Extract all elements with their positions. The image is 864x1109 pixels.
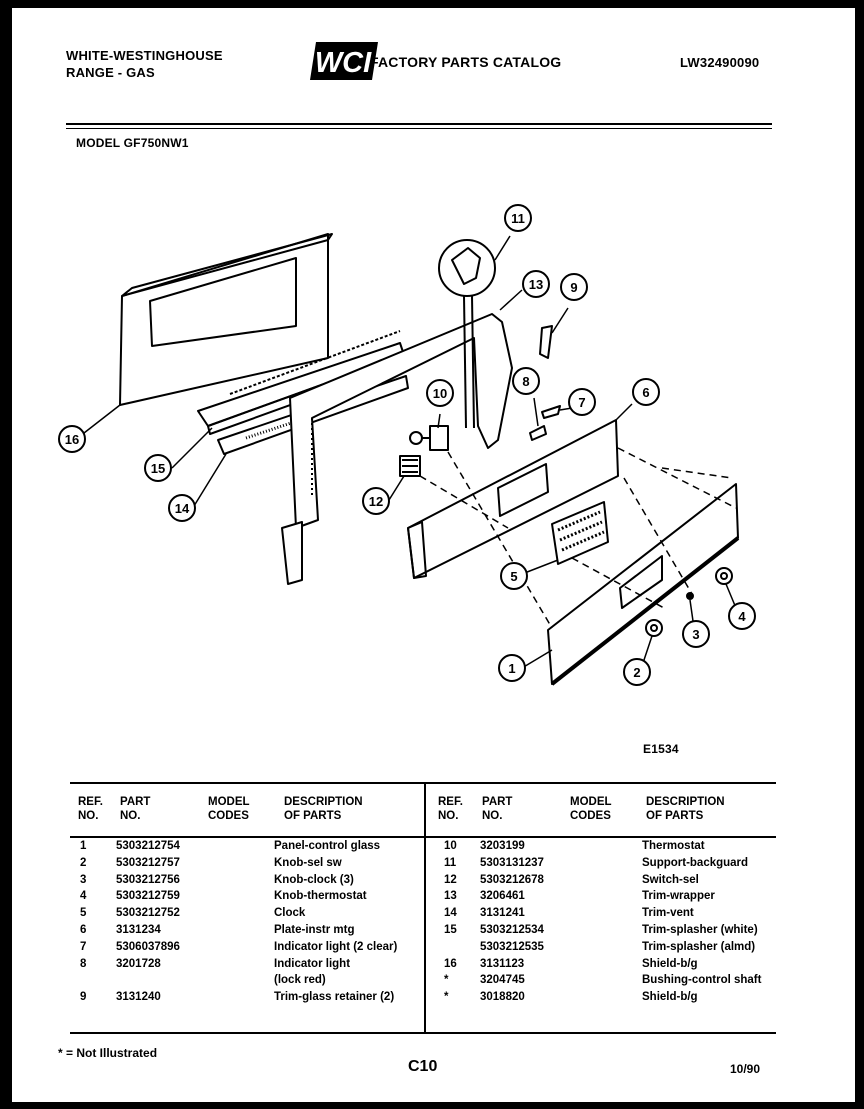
row-desc: Shield-b/g [642,991,698,1004]
row-part: 3203199 [480,840,525,852]
row-desc: Plate-instr mtg [274,924,355,936]
row-part: 3131241 [480,907,525,920]
catalog-page: WHITE-WESTINGHOUSE RANGE - GAS WCI FACTORY PARTS CATALOG LW32490090 MODEL GF750NW1 1 2 3 4 5 6 7 8 9 10 11 12 13 14 15 16 E1534 REF. NO. PART NO. MODEL CODES DESCRIPTION OF PARTS REF. NO. PART NO. MODEL CODES DESCRIPTION OF PARTS 1 5303212754 Panel-control glass 2 5303212757 Knob-sel sw 3 5303212756 Knob-clock (3) 4 5303212759 Knob-thermostat 5 5303212752 Clock 6 3131234 Plate-instr mtg 7 5306037896 Indicator light (2 clear) 8 3201728 Indicator light (lock red) 9 3131240 Trim-glass retainer (2) 10 3203199 Thermostat 11 5303131237 Support-backguard 12 5303212678 Switch-sel 13 3206461 Trim-wrapper 14 3131241 Trim-vent 15 5303212534 Trim-splasher (white) 5303212535 Trim-splasher (almd) 16 3131123 Shield-b/g * 3204745 Bushing-control shaft * 3018820 Shield-b/g * = Not Illustrated C10 10/90 [12,8,855,1102]
brand-name: WHITE-WESTINGHOUSE [66,48,223,63]
row-part: 5303212756 [116,873,180,886]
not-illustrated-note: * = Not Illustrated [58,1046,158,1060]
row-ref: 6 [80,924,87,936]
row-ref: 12 [444,873,457,886]
clock-part [552,502,608,564]
row-desc: Bushing-control shaft [642,974,762,987]
row-ref: 5 [80,907,87,920]
page-number: C10 [408,1058,438,1075]
row-desc: Thermostat [642,840,705,852]
row-desc: Switch-sel [642,873,699,886]
row-part: 5303131237 [480,856,544,869]
thermostat-part [410,426,448,450]
row-part: 5303212757 [116,856,180,869]
table-header-rule [70,836,776,838]
table-bottom-rule [70,1032,776,1034]
callout-4: 4 [738,609,746,624]
callout-15: 15 [150,461,166,476]
callout-16: 16 [64,432,80,447]
selector-switch-part [400,456,420,476]
row-part: 3206461 [480,890,525,903]
callout-3: 3 [692,627,700,642]
row-desc: Indicator light (2 clear) [274,940,398,953]
table-center-rule [424,784,426,1032]
row-ref: 15 [444,924,457,936]
callout-13: 13 [528,277,544,292]
row-ref: 4 [80,890,87,903]
callout-10: 10 [432,386,448,401]
knob-sel-part [646,620,662,636]
row-ref: 11 [444,856,457,869]
model-line: MODEL GF750NW1 [76,136,189,150]
exploded-diagram [12,8,855,708]
catalog-title: FACTORY PARTS CATALOG [370,54,562,70]
row-desc: Trim-wrapper [642,890,715,903]
row-ref: 2 [80,856,87,869]
callout-6: 6 [642,385,650,400]
row-desc: Knob-sel sw [274,856,342,869]
row-desc: Support-backguard [642,856,749,869]
row-ref: 14 [444,907,457,920]
knob-thermostat-part [716,568,732,584]
row-desc: Trim-splasher (white) [642,924,758,936]
callout-5: 5 [510,569,518,584]
row-part: 3204745 [480,974,525,987]
row-part: 5303212752 [116,907,180,920]
callout-1: 1 [508,661,516,676]
row-desc: Shield-b/g [642,957,698,970]
row-ref: 8 [80,957,87,970]
row-part: 5303212754 [116,840,180,852]
row-desc: Panel-control glass [274,840,381,852]
row-part: 5306037896 [116,940,180,953]
callout-9: 9 [570,280,578,295]
row-ref: 16 [444,957,457,970]
row-part: 3018820 [480,991,525,1004]
row-desc: Indicator light [274,957,351,970]
row-desc: Clock [274,907,306,920]
row-desc: Knob-thermostat [274,890,367,903]
row-ref: 7 [80,940,87,953]
callout-2: 2 [633,665,641,680]
callout-14: 14 [174,501,190,516]
table-top-rule [70,782,776,784]
row-part: 5303212534 [480,924,544,936]
row-part: 3201728 [116,957,161,970]
row-part: 5303212535 [480,940,544,953]
row-ref: * [444,974,449,987]
row-part: 3131234 [116,924,161,936]
catalog-number: LW32490090 [680,55,760,70]
figure-id: E1534 [643,742,679,756]
callout-12: 12 [368,494,384,509]
product-type: RANGE - GAS [66,65,155,80]
row-ref: 13 [444,890,457,903]
callout-11: 11 [511,211,525,226]
row-part: 5303212759 [116,890,180,903]
row-ref: 1 [80,840,87,852]
row-desc: Knob-clock (3) [274,873,354,886]
row-desc: Trim-vent [642,907,694,920]
row-desc: (lock red) [274,974,326,987]
callout-8: 8 [522,374,530,389]
row-part: 3131240 [116,991,161,1004]
row-desc: Trim-splasher (almd) [642,940,756,953]
row-desc: Trim-glass retainer (2) [274,991,395,1004]
row-ref: 3 [80,873,87,886]
logo-text: WCI [314,47,372,79]
revision-date: 10/90 [730,1062,761,1076]
row-ref: 9 [80,991,87,1004]
callout-7: 7 [578,395,586,410]
row-ref: 10 [444,840,457,852]
row-part: 5303212678 [480,873,544,886]
row-part: 3131123 [480,957,525,970]
row-ref: * [444,991,449,1004]
